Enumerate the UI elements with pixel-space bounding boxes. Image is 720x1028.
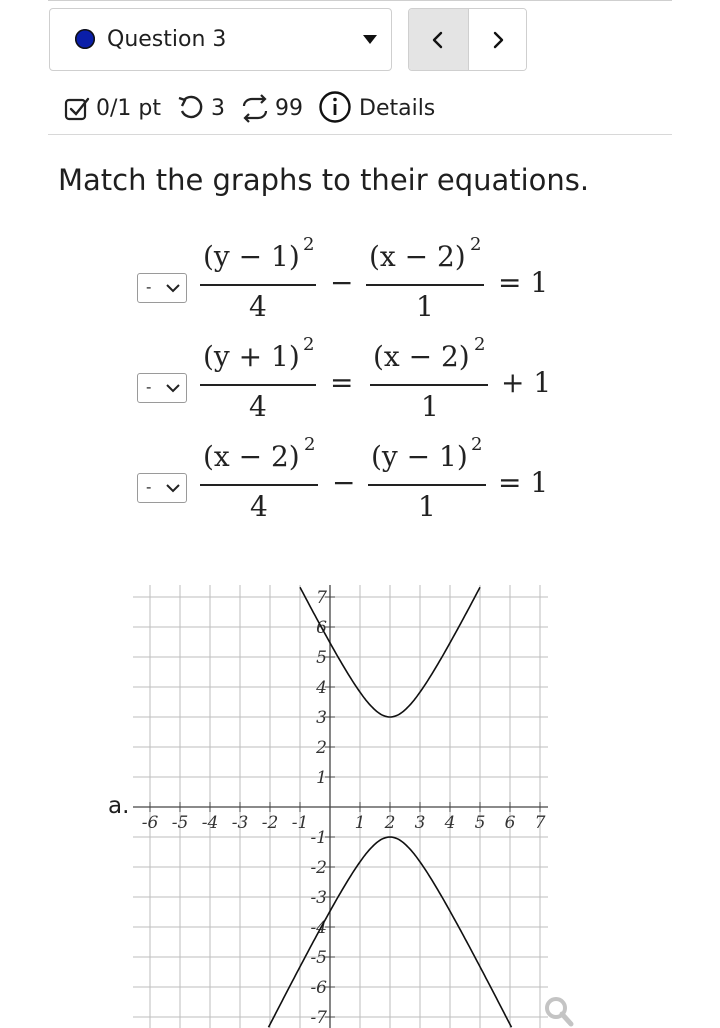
x-tick-label: -4 [201,813,219,833]
question-meta [62,88,682,128]
equation-row [137,236,577,336]
fraction-denominator: 4 [249,390,267,423]
exponent: 2 [470,234,482,255]
x-tick-label: 7 [534,813,546,833]
top-divider [48,0,672,1]
question-selector-label: Question 3 [107,27,227,52]
attempts-count: 3 [211,96,225,121]
answer-select-value: - [146,478,152,496]
x-tick-label: 1 [354,813,366,833]
question-nav [408,8,527,71]
previous-question-button[interactable] [409,9,469,70]
x-tick-label: 2 [384,813,396,833]
retry-icon [176,94,206,122]
fraction-numerator: (y + 1) [203,340,300,373]
checkbox-score-icon [64,96,90,122]
fraction-denominator: 1 [418,490,436,523]
zoom-magnifier-icon[interactable] [543,996,575,1028]
equation-tail: + 1 [501,366,552,399]
operator: = [330,366,354,399]
y-tick-label: -7 [310,1008,327,1028]
fraction-bar [200,384,316,386]
fraction-denominator: 4 [249,290,267,323]
fraction-bar [366,284,484,286]
x-tick-label: -5 [171,813,189,833]
exponent: 2 [471,434,483,455]
details-link[interactable]: Details [359,96,436,121]
info-icon[interactable] [318,90,352,124]
y-tick-label: 1 [316,768,327,788]
fraction-denominator: 1 [416,290,434,323]
fraction-bar [370,384,488,386]
answer-select-value: - [146,378,152,396]
answer-select[interactable] [137,373,187,403]
caret-down-icon [363,35,377,44]
question-selector[interactable] [49,8,392,71]
fraction-numerator: (x − 2) [373,340,470,373]
graph-a [133,578,578,1028]
chevron-right-icon [490,31,506,49]
operator: − [330,266,354,299]
fraction-numerator: (y − 1) [203,240,300,273]
answer-select[interactable] [137,473,187,503]
exponent: 2 [303,234,315,255]
next-question-button[interactable] [469,9,527,70]
fraction-numerator: (x − 2) [203,440,300,473]
equation-tail: = 1 [498,266,549,299]
y-tick-label: -2 [310,858,327,878]
exponent: 2 [304,434,316,455]
fraction-numerator: (y − 1) [371,440,468,473]
y-tick-label: -4 [310,918,327,938]
fraction-bar [200,484,318,486]
chevron-down-icon [166,484,180,493]
chevron-down-icon [166,384,180,393]
y-tick-label: 4 [316,678,327,698]
operator: − [332,466,356,499]
y-tick-label: 3 [316,708,327,728]
x-tick-label: 4 [444,813,456,833]
y-tick-label: -6 [310,978,327,998]
equation-tail: = 1 [498,466,549,499]
y-tick-label: -5 [310,948,327,968]
exponent: 2 [303,334,315,355]
answer-select[interactable] [137,273,187,303]
y-tick-label: 5 [316,648,327,668]
meta-divider [48,134,672,135]
chevron-down-icon [166,284,180,293]
y-tick-label: 6 [316,618,327,638]
y-tick-label: 7 [316,588,327,608]
y-tick-label: -1 [310,828,327,848]
versions-count: 99 [275,96,303,121]
equation-row [137,336,577,436]
x-tick-label: 3 [414,813,426,833]
y-tick-label: 2 [316,738,327,758]
x-tick-label: -6 [141,813,159,833]
fraction-bar [368,484,486,486]
question-status-dot [75,29,95,49]
answer-select-value: - [146,278,152,296]
y-tick-label: -3 [310,888,327,908]
versions-icon [240,94,270,124]
score-text: 0/1 pt [96,96,161,121]
fraction-bar [200,284,316,286]
graph-a-label: a. [108,793,130,819]
fraction-denominator: 1 [421,390,439,423]
x-tick-label: 5 [474,813,486,833]
chevron-left-icon [430,31,446,49]
fraction-numerator: (x − 2) [369,240,466,273]
question-prompt: Match the graphs to their equations. [58,163,590,197]
x-tick-label: -2 [261,813,279,833]
x-tick-label: -1 [291,813,309,833]
x-tick-label: -3 [231,813,249,833]
exponent: 2 [474,334,486,355]
equation-row [137,436,577,536]
x-tick-label: 6 [504,813,516,833]
fraction-denominator: 4 [250,490,268,523]
